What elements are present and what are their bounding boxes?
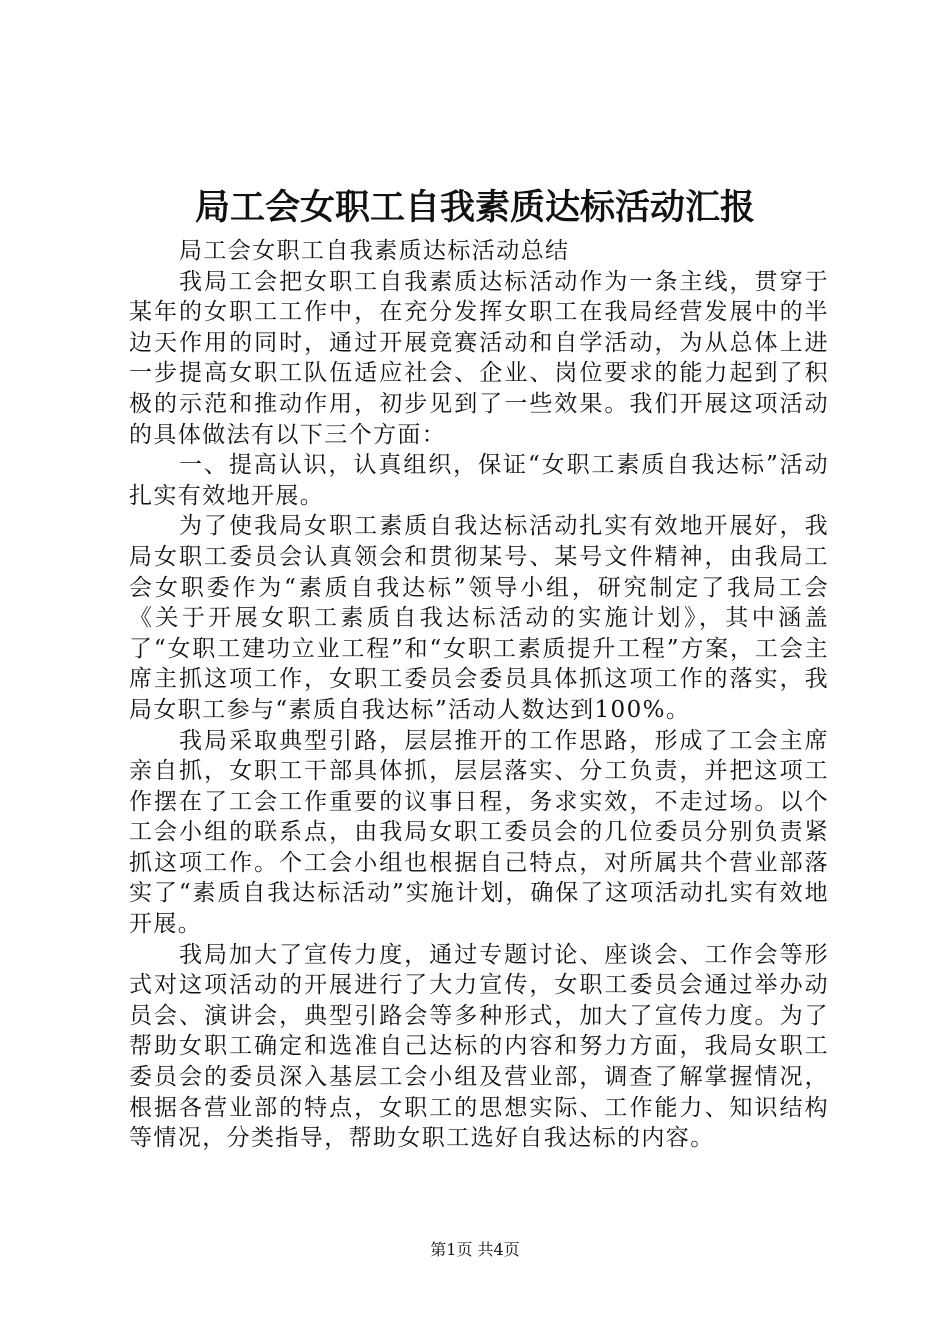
- body-paragraph: 为了使我局女职工素质自我达标活动扎实有效地开展好，我局女职工委员会认真领会和贯彻某号、某号文件精神，由我局工会女职委作为“素质自我达标”领导小组，研究制定了我局工会《关于开展女职工素质自我达标活动的实施计划》，其中涵盖了“女职工建功立业工程”和“女职工素质提升工程”方案，工会主席主抓这项工作，女职工委员会委员具体抓这项工作的落实，我局女职工参与“素质自我达标”活动人数达到100%。: [129, 513, 829, 723]
- body-paragraph: 我局加大了宣传力度，通过专题讨论、座谈会、工作会等形式对这项活动的开展进行了大力宣传，女职工委员会通过举办动员会、演讲会，典型引路会等多种形式，加大了宣传力度。为了帮助女职工确定和选准自己达标的内容和努力方面，我局女职工委员会的委员深入基层工会小组及营业部，调查了解掌握情况，根据各营业部的特点，女职工的思想实际、工作能力、知识结构等情况，分类指导，帮助女职工选好自我达标的内容。: [129, 941, 829, 1152]
- page-number-footer: 第1页 共4页: [430, 1240, 520, 1259]
- document-body: [129, 236, 829, 1154]
- section-heading-paragraph: 一、提高认识，认真组织，保证“女职工素质自我达标”活动扎实有效地开展。: [129, 452, 829, 509]
- subtitle-paragraph: 局工会女职工自我素质达标活动总结: [179, 238, 570, 264]
- body-paragraph: 我局工会把女职工自我素质达标活动作为一条主线，贯穿于某年的女职工工作中，在充分发挥女职工在我局经营发展中的半边天作用的同时，通过开展竞赛活动和自学活动，为从总体上进一步提高女职工队伍适应社会、企业、岗位要求的能力起到了积极的示范和推动作用，初步见到了一些效果。我们开展这项活动的具体做法有以下三个方面：: [129, 268, 829, 448]
- document-title: 局工会女职工自我素质达标活动汇报: [194, 187, 755, 228]
- body-paragraph: 我局采取典型引路，层层推开的工作思路，形成了工会主席亲自抓，女职工干部具体抓，层层落实、分工负责，并把这项工作摆在了工会工作重要的议事日程，务求实效，不走过场。以个工会小组的联系点，由我局女职工委员会的几位委员分别负责紧抓这项工作。个工会小组也根据自己特点，对所属共个营业部落实了“素质自我达标活动”实施计划，确保了这项活动扎实有效地开展。: [129, 727, 829, 938]
